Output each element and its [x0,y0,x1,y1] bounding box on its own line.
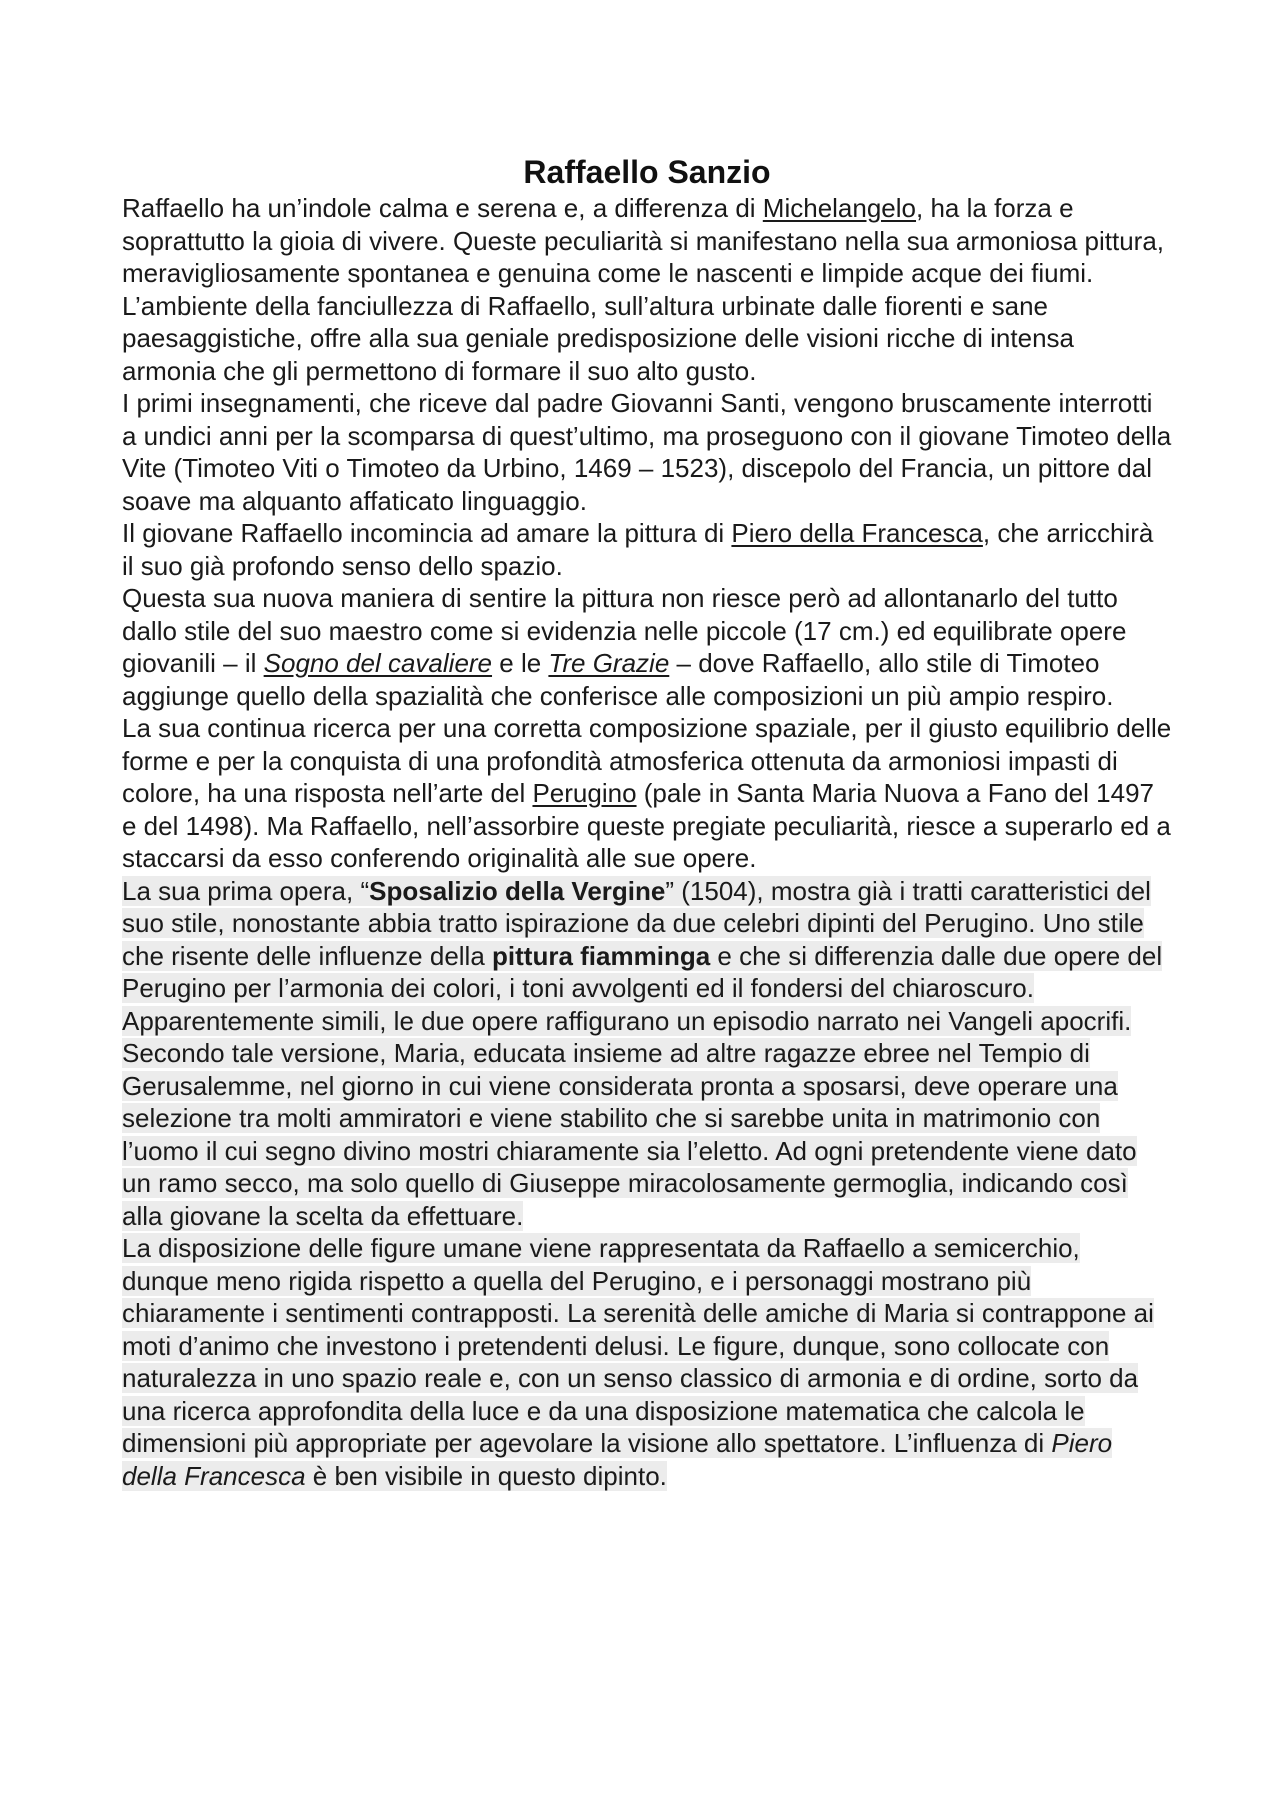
link-sogno-del-cavaliere[interactable]: Sogno del cavaliere [263,648,493,678]
paragraph-text: (pale in Santa Maria Nuova a Fano del 1497 e del 1498). Ma Raffaello, nell’assorbire queste pregiate peculiarità, riesce a superarlo ed a staccarsi da esso conferendo originalità alle sue opere. [122,778,1171,873]
link-piero-della-francesca[interactable]: Piero della Francesca [731,518,983,548]
link-michelangelo[interactable]: Michelangelo [762,193,917,223]
paragraph-9 [122,1232,1172,1492]
paragraph-text: , ha la forza e soprattutto la gioia di vivere. Queste peculiarità si manifestano nella sua armoniosa pittura, meravigliosamente spontanea e genuina come le nascenti e limpide acque dei fiumi. [122,193,1165,288]
paragraph-text: La sua prima opera, “ [122,875,370,906]
highlighted-text [122,1233,1154,1491]
paragraph-text: La sua continua ricerca per una corretta composizione spaziale, per il giusto equilibrio delle forme e per la conquista di una profondità atmosferica ottenuta da armoniosi impasti di colore, ha una risposta nell’arte del [122,713,1172,808]
link-tre-grazie[interactable]: Tre Grazie [548,648,670,678]
paragraph-text: e che si differenzia dalle due opere del Perugino per l’armonia dei colori, i toni avvolgenti ed il fondersi del chiaroscuro. [122,940,1163,1003]
document-body [122,152,1172,1492]
paragraph-4 [122,517,1172,582]
paragraph-8 [122,1005,1172,1233]
paragraph-text: ” (1504), mostra già i tratti caratteristici del suo stile, nonostante abbia tratto ispirazione da due celebri dipinti del Perugino. Uno stile che risente delle influenze della [122,875,1151,971]
paragraph-text: è ben visibile in questo dipinto. [305,1460,667,1491]
highlighted-text: Apparentemente simili, le due opere raffigurano un episodio narrato nei Vangeli apocrifi. Secondo tale versione, Maria, educata insieme ad altre ragazze ebree nel Tempio di Gerusalemme, nel giorno in cui viene considerata pronta a sposarsi, deve operare una selezione tra molti ammiratori e viene stabilito che si sarebbe unita in matrimonio con l’uomo il cui segno divino mostri chiaramente sia l’eletto. Ad ogni pretendente viene dato un ramo secco, ma solo quello di Giuseppe miracolosamente germoglia, indicando così alla giovane la scelta da effettuare. [122,1005,1137,1231]
bold-text: Sposalizio della Vergine [369,875,666,906]
paragraph-text: – dove Raffaello, allo stile di Timoteo aggiunge quello della spazialità che conferisce alle composizioni un più ampio respiro. [122,648,1114,711]
paragraph-3: I primi insegnamenti, che riceve dal padre Giovanni Santi, vengono bruscamente interrotti a undici anni per la scomparsa di quest’ultimo, ma proseguono con il giovane Timoteo della Vite (Timoteo Viti o Timoteo da Urbino, 1469 – 1523), discepolo del Francia, un pittore dal soave ma alquanto affaticato linguaggio. [122,388,1172,516]
paragraph-text: Il giovane Raffaello incomincia ad amare la pittura di [122,518,732,548]
paragraph-text: e le [492,648,549,678]
italic-text: Piero della Francesca [122,1428,1113,1491]
highlighted-text [122,876,1162,1004]
paragraph-7 [122,875,1172,1005]
paragraph-6 [122,712,1172,875]
paragraph-2: L’ambiente della fanciullezza di Raffaello, sull’altura urbinate dalle fiorenti e sane paesaggistiche, offre alla sua geniale predisposizione delle visioni ricche di intensa armonia che gli permettono di formare il suo alto gusto. [122,290,1074,386]
document-title: Raffaello Sanzio [523,154,771,190]
paragraph-text: Raffaello ha un’indole calma e serena e, a differenza di [122,193,763,223]
paragraph-5 [122,582,1172,712]
paragraph-text: Questa sua nuova maniera di sentire la pittura non riesce però ad allontanarlo del tutto dallo stile del suo maestro come si evidenzia nelle piccole (17 cm.) ed equilibrate opere giovanili – il [122,583,1127,678]
link-perugino[interactable]: Perugino [532,778,637,808]
bold-text: pittura fiamminga [492,940,711,971]
paragraph-text: La disposizione delle figure umane viene rappresentata da Raffaello a semicerchio, dunque meno rigida rispetto a quella del Perugino, e i personaggi mostrano più chiaramente i sentimenti contrapposti. La serenità delle amiche di Maria si contrappone ai moti d’animo che investono i pretendenti delusi. Le figure, dunque, sono collocate con naturalezza in uno spazio reale e, con un senso classico di armonia e di ordine, sorto da una ricerca approfondita della luce e da una disposizione matematica che calcola le dimensioni più appropriate per agevolare la visione allo spettatore. L’influenza di [122,1233,1154,1458]
paragraph-1 [122,192,1172,290]
paragraph-text: , che arricchirà il suo già profondo senso dello spazio. [122,518,1154,581]
